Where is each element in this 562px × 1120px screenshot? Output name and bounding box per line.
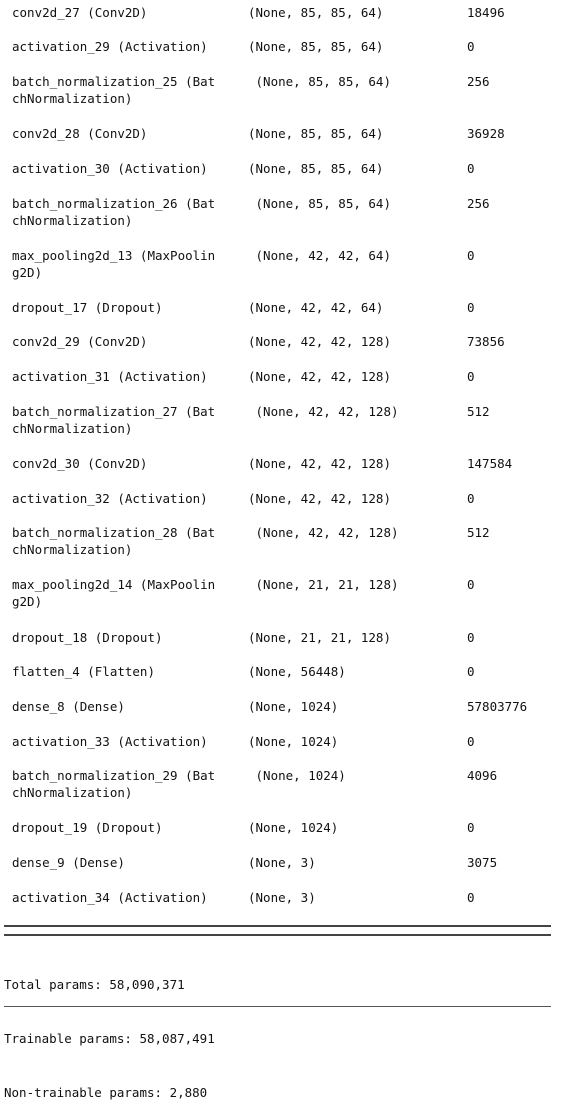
layer-param-count: 0 — [467, 369, 475, 384]
total-params: Total params: 58,090,371 — [4, 977, 185, 992]
layer-param-count: 512 — [467, 404, 490, 419]
layer-name: conv2d_27 (Conv2D) — [12, 5, 148, 20]
layer-row — [0, 403, 562, 439]
layer-output-shape: (None, 1024) — [248, 820, 339, 835]
layer-row — [0, 819, 562, 855]
layer-output-shape: (None, 85, 85, 64) — [248, 39, 384, 54]
layer-name: conv2d_28 (Conv2D) — [12, 126, 148, 141]
layer-name: activation_30 (Activation) — [12, 161, 208, 176]
layer-output-shape: (None, 56448) — [248, 664, 346, 679]
layer-name: batch_normalization_25 (Bat chNormalization) — [12, 74, 216, 106]
layer-name: batch_normalization_28 (Bat chNormalization) — [12, 525, 216, 557]
params-summary — [4, 940, 215, 1120]
layer-output-shape: (None, 42, 42, 64) — [248, 300, 384, 315]
layer-row — [0, 576, 562, 612]
layer-name: batch_normalization_27 (Bat chNormalization) — [12, 404, 216, 436]
layer-row — [0, 247, 562, 283]
layer-row — [0, 524, 562, 560]
layer-param-count: 0 — [467, 734, 475, 749]
layer-name: conv2d_30 (Conv2D) — [12, 456, 148, 471]
layer-name: dropout_17 (Dropout) — [12, 300, 163, 315]
layer-row — [0, 160, 562, 196]
layer-output-shape: (None, 85, 85, 64) — [248, 126, 384, 141]
layer-name: dense_8 (Dense) — [12, 699, 125, 714]
layer-output-shape: (None, 42, 42, 128) — [248, 456, 391, 471]
layer-param-count: 0 — [467, 161, 475, 176]
layer-output-shape: (None, 3) — [248, 890, 316, 905]
layer-name: max_pooling2d_14 (MaxPoolin g2D) — [12, 577, 216, 609]
layer-row — [0, 455, 562, 491]
layer-row — [0, 663, 562, 699]
layer-row — [0, 889, 562, 925]
layer-output-shape: (None, 1024) — [248, 734, 339, 749]
layer-row — [0, 854, 562, 890]
layer-output-shape: (None, 85, 85, 64) — [248, 196, 391, 211]
layer-param-count: 18496 — [467, 5, 505, 20]
layer-name: dense_9 (Dense) — [12, 855, 125, 870]
layer-name: activation_29 (Activation) — [12, 39, 208, 54]
layer-name: activation_33 (Activation) — [12, 734, 208, 749]
layer-row — [0, 767, 562, 803]
layer-name: conv2d_29 (Conv2D) — [12, 334, 148, 349]
layer-output-shape: (None, 85, 85, 64) — [248, 161, 384, 176]
layer-param-count: 3075 — [467, 855, 498, 870]
layer-row — [0, 733, 562, 769]
layer-param-count: 73856 — [467, 334, 505, 349]
layer-output-shape: (None, 3) — [248, 855, 316, 870]
layer-param-count: 256 — [467, 196, 490, 211]
layer-param-count: 0 — [467, 491, 475, 506]
layer-row — [0, 299, 562, 335]
layer-param-count: 0 — [467, 300, 475, 315]
non-trainable-params: Non-trainable params: 2,880 — [4, 1085, 208, 1100]
layer-output-shape: (None, 21, 21, 128) — [248, 577, 399, 592]
layer-output-shape: (None, 42, 42, 128) — [248, 369, 391, 384]
layer-param-count: 57803776 — [467, 699, 528, 714]
layer-param-count: 36928 — [467, 126, 505, 141]
summary-bottom-rule — [4, 1006, 551, 1007]
layer-name: max_pooling2d_13 (MaxPoolin g2D) — [12, 248, 216, 280]
layer-name: dropout_18 (Dropout) — [12, 630, 163, 645]
layer-name: batch_normalization_29 (Bat chNormalization) — [12, 768, 216, 800]
layer-row — [0, 4, 562, 40]
layer-param-count: 256 — [467, 74, 490, 89]
layer-name: dropout_19 (Dropout) — [12, 820, 163, 835]
layer-row — [0, 73, 562, 109]
summary-separator-double-rule — [4, 925, 551, 936]
layer-output-shape: (None, 42, 42, 128) — [248, 404, 399, 419]
layer-name: flatten_4 (Flatten) — [12, 664, 155, 679]
layer-param-count: 0 — [467, 820, 475, 835]
layer-row — [0, 333, 562, 369]
layer-output-shape: (None, 1024) — [248, 699, 339, 714]
layer-param-count: 0 — [467, 664, 475, 679]
layer-param-count: 0 — [467, 630, 475, 645]
layer-param-count: 0 — [467, 890, 475, 905]
layer-output-shape: (None, 85, 85, 64) — [248, 74, 391, 89]
layer-param-count: 0 — [467, 39, 475, 54]
layer-name: batch_normalization_26 (Bat chNormalization) — [12, 196, 216, 228]
layer-param-count: 512 — [467, 525, 490, 540]
layer-param-count: 0 — [467, 577, 475, 592]
layer-row — [0, 38, 562, 74]
layer-name: activation_31 (Activation) — [12, 369, 208, 384]
layer-output-shape: (None, 42, 42, 64) — [248, 248, 391, 263]
layer-row — [0, 368, 562, 404]
layer-name: activation_34 (Activation) — [12, 890, 208, 905]
layer-output-shape: (None, 1024) — [248, 768, 346, 783]
layer-output-shape: (None, 42, 42, 128) — [248, 525, 399, 540]
trainable-params: Trainable params: 58,087,491 — [4, 1031, 215, 1046]
layer-param-count: 4096 — [467, 768, 498, 783]
layer-param-count: 147584 — [467, 456, 513, 471]
layer-row — [0, 698, 562, 734]
layer-output-shape: (None, 85, 85, 64) — [248, 5, 384, 20]
layer-output-shape: (None, 42, 42, 128) — [248, 334, 391, 349]
layer-row — [0, 490, 562, 526]
layer-row — [0, 629, 562, 665]
layer-name: activation_32 (Activation) — [12, 491, 208, 506]
layer-row — [0, 195, 562, 231]
layer-row — [0, 125, 562, 161]
layer-output-shape: (None, 21, 21, 128) — [248, 630, 391, 645]
layer-output-shape: (None, 42, 42, 128) — [248, 491, 391, 506]
layer-param-count: 0 — [467, 248, 475, 263]
